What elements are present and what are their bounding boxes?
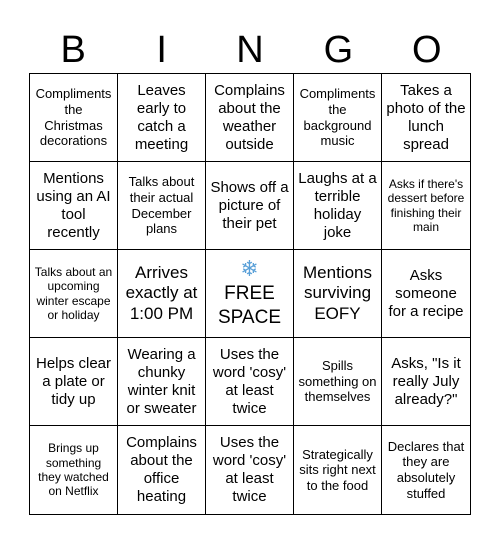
bingo-cell[interactable]: Compliments the background music — [294, 74, 382, 162]
bingo-cell[interactable]: Shows off a picture of their pet — [206, 162, 294, 250]
bingo-cell[interactable]: Wearing a chunky winter knit or sweater — [118, 338, 206, 426]
bingo-cell[interactable]: Asks if there's dessert before finishing their main — [382, 162, 470, 250]
bingo-cell[interactable]: Uses the word 'cosy' at least twice — [206, 426, 294, 514]
free-space-cell[interactable] — [206, 250, 294, 338]
header-letter-b: B — [60, 29, 86, 71]
bingo-cell[interactable]: Strategically sits right next to the food — [294, 426, 382, 514]
header-letter-n: N — [236, 29, 264, 71]
bingo-cell[interactable]: Mentions using an AI tool recently — [30, 162, 118, 250]
bingo-cell[interactable]: Complains about the office heating — [118, 426, 206, 514]
snowflake-icon: ❄ — [240, 255, 259, 281]
bingo-cell[interactable]: Leaves early to catch a meeting — [118, 74, 206, 162]
bingo-cell[interactable]: Helps clear a plate or tidy up — [30, 338, 118, 426]
bingo-cell[interactable]: Talks about their actual December plans — [118, 162, 206, 250]
bingo-cell[interactable]: Asks someone for a recipe — [382, 250, 470, 338]
bingo-cell[interactable]: Asks, "Is it really July already?" — [382, 338, 470, 426]
bingo-cell[interactable]: Declares that they are absolutely stuffed — [387, 438, 465, 501]
header-letter-g: G — [323, 29, 354, 71]
bingo-cell[interactable]: Takes a photo of the lunch spread — [382, 74, 470, 162]
bingo-cell[interactable]: Brings up something they watched on Netflix — [30, 426, 118, 514]
header-letter-i: I — [156, 29, 167, 71]
bingo-cell[interactable]: Talks about an upcoming winter escape or holiday — [30, 250, 118, 338]
bingo-cell[interactable]: Spills something on themselves — [294, 338, 382, 426]
bingo-header — [29, 28, 471, 72]
bingo-cell[interactable]: Compliments the Christmas decorations — [30, 74, 118, 162]
header-letter-o: O — [412, 29, 442, 71]
bingo-cell[interactable]: Laughs at a terrible holiday joke — [294, 162, 382, 250]
bingo-cell[interactable]: Complains about the weather outside — [206, 74, 294, 162]
bingo-board — [29, 73, 471, 515]
bingo-cell[interactable]: Arrives exactly at 1:00 PM — [118, 250, 206, 338]
bingo-cell[interactable]: Mentions surviving EOFY — [294, 250, 382, 338]
bingo-cell[interactable]: Uses the word 'cosy' at least twice — [206, 338, 294, 426]
free-space-label: FREE SPACE — [217, 282, 281, 328]
